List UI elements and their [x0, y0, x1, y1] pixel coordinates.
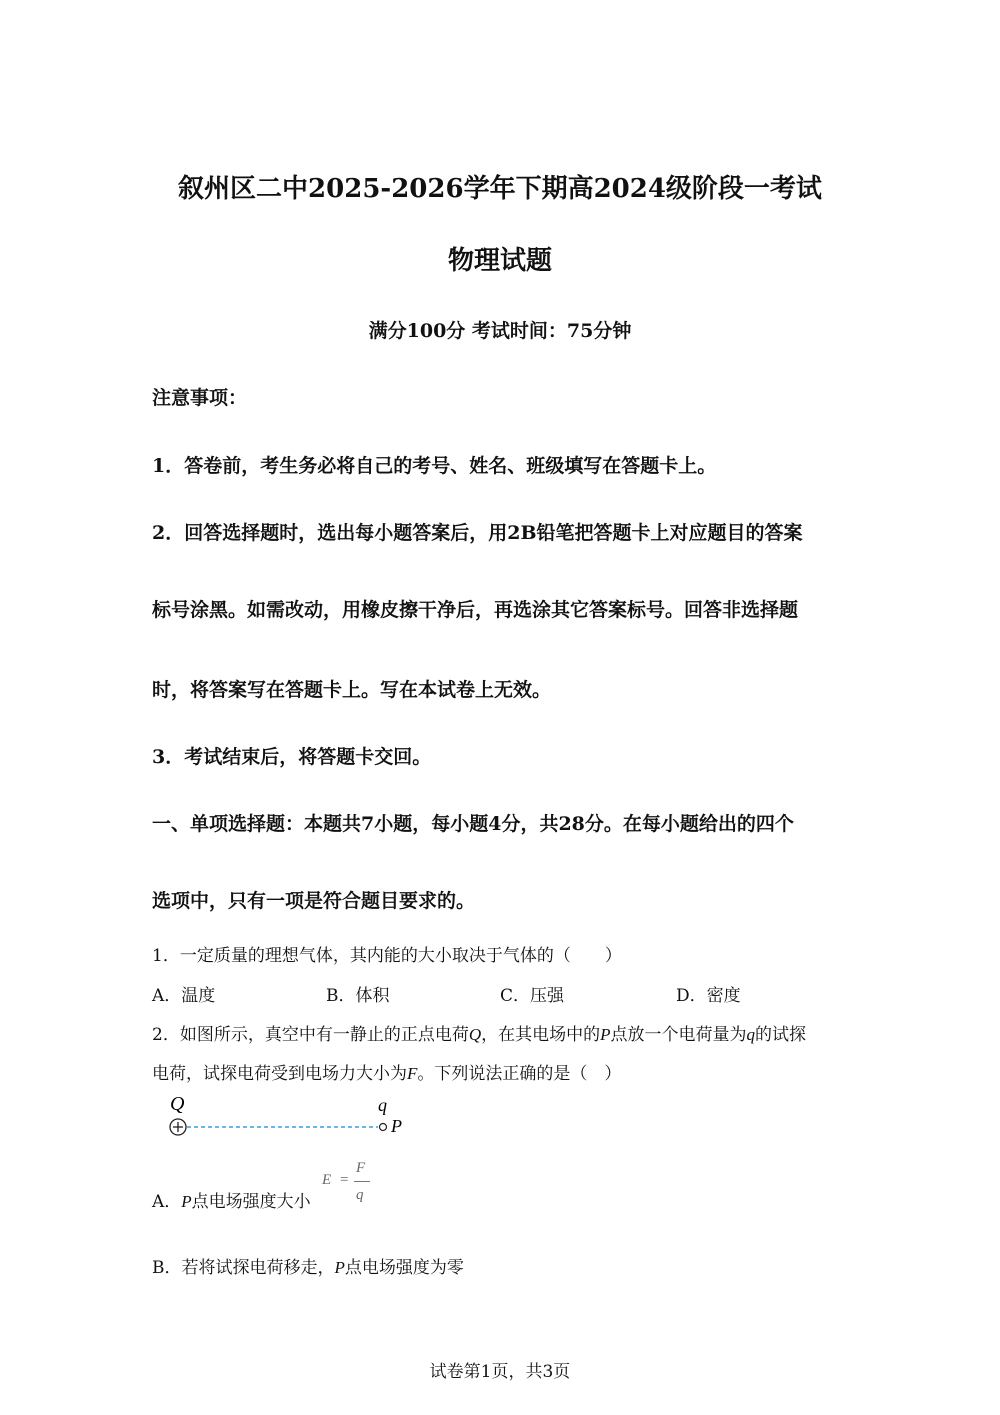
q2-option-b-var-P: P — [334, 1258, 345, 1277]
q1-stem: 1．一定质量的理想气体，其内能的大小取决于气体的（ ） — [152, 946, 622, 966]
q2-stem-text-b: ，在其电场中的 — [481, 1025, 601, 1045]
q1-option-c: C．压强 — [500, 986, 565, 1006]
q2-option-b-text: 点电场强度为零 — [344, 1258, 464, 1278]
q2-figure — [160, 1092, 420, 1142]
q1-option-b: B．体积 — [326, 986, 390, 1006]
notice-item-2-line3: 时，将答案写在答题卡上。写在本试卷上无效。 — [152, 679, 552, 701]
q1-option-d: D．密度 — [676, 986, 741, 1006]
q2-option-a — [152, 1187, 311, 1212]
exam-title: 叙州区二中2025-2026学年下期高2024级阶段一考试 — [178, 174, 822, 204]
figure-label-q: q — [378, 1095, 387, 1115]
notice-item-1: 1．答卷前，考生务必将自己的考号、姓名、班级填写在答题卡上。 — [152, 455, 717, 477]
notice-item-3: 3．考试结束后，将答题卡交回。 — [152, 746, 432, 768]
figure-label-P: P — [391, 1116, 402, 1136]
notice-heading: 注意事项： — [152, 387, 248, 409]
section-heading-line2: 选项中，只有一项是符合题目要求的。 — [152, 890, 476, 912]
q2-var-P: P — [600, 1025, 611, 1044]
q2-stem-line1 — [152, 1020, 806, 1045]
q2-option-b-prefix: B．若将试探电荷移走， — [152, 1258, 335, 1278]
q2-var-Q: Q — [468, 1025, 482, 1044]
figure-label-Q: Q — [170, 1093, 185, 1115]
q2-var-q: q — [746, 1025, 755, 1044]
q2-stem-text-c: 点放一个电荷量为 — [610, 1025, 747, 1045]
q2-option-a-text: 点电场强度大小 — [191, 1192, 311, 1212]
notice-item-2-line1: 2．回答选择题时，选出每小题答案后，用2B铅笔把答题卡上对应题目的答案 — [152, 522, 803, 544]
q2-stem-line2 — [152, 1059, 621, 1084]
q2-stem-text-a: 2．如图所示，真空中有一静止的正点电荷 — [152, 1025, 469, 1045]
q2-option-a-prefix: A． — [152, 1192, 182, 1212]
formula-denominator: q — [356, 1187, 364, 1203]
q2-stem-text-f: 。下列说法正确的是（ ） — [417, 1064, 622, 1084]
subject-title: 物理试题 — [447, 246, 552, 276]
test-charge-point-icon — [380, 1124, 387, 1131]
q1-option-a: A．温度 — [152, 986, 216, 1006]
q2-var-F: F — [407, 1064, 418, 1083]
formula-equals: = — [340, 1172, 349, 1188]
q2-option-b — [152, 1253, 464, 1278]
q2-stem-text-e: 电荷，试探电荷受到电场力大小为 — [152, 1064, 407, 1084]
page-footer: 试卷第1页，共3页 — [429, 1362, 571, 1382]
section-heading-line1: 一、单项选择题：本题共7小题，每小题4分，共28分。在每小题给出的四个 — [152, 813, 794, 835]
q2-option-a-var-P: P — [181, 1192, 192, 1211]
notice-item-2-line2: 标号涂黑。如需改动，用橡皮擦干净后，再选涂其它答案标号。回答非选择题 — [152, 599, 799, 621]
q2-stem-text-d: 的试探 — [755, 1025, 806, 1045]
formula-numerator: F — [356, 1160, 366, 1176]
exam-meta: 满分100分 考试时间：75分钟 — [368, 320, 632, 342]
formula-fraction-bar — [354, 1181, 370, 1182]
formula-lhs: E — [322, 1172, 332, 1188]
